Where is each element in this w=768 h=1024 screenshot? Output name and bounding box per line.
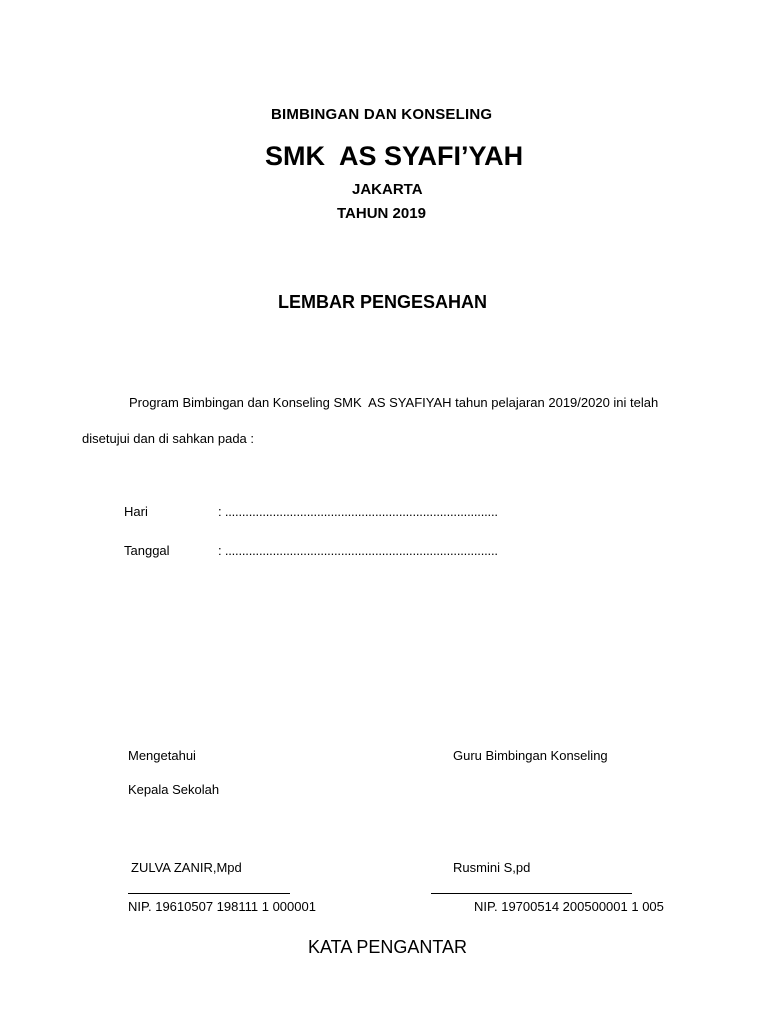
body-paragraph-line-2: disetujui dan di sahkan pada : (82, 431, 255, 446)
signature-left-line (128, 893, 290, 894)
school-name: SMK AS SYAFI’YAH (265, 141, 524, 171)
signature-right-line (431, 893, 632, 894)
signature-right-name: Rusmini S,pd (453, 860, 531, 875)
signature-left-role: Mengetahui (128, 748, 196, 763)
signature-right-nip: NIP. 19700514 200500001 1 005 (474, 899, 664, 914)
closing-heading: KATA PENGANTAR (308, 937, 468, 957)
signature-left-position: Kepala Sekolah (128, 782, 220, 797)
field-value-hari: : ................................................................................ (218, 504, 498, 519)
signature-right-role: Guru Bimbingan Konseling (453, 748, 608, 763)
document-title: LEMBAR PENGESAHAN (278, 292, 488, 312)
signature-left-nip: NIP. 19610507 198111 1 000001 (128, 899, 316, 914)
field-label-hari: Hari (124, 504, 148, 519)
signature-left-name: ZULVA ZANIR,Mpd (131, 860, 242, 875)
field-label-tanggal: Tanggal (124, 543, 170, 558)
body-paragraph-line-1: Program Bimbingan dan Konseling SMK AS SYAFIYAH tahun pelajaran 2019/2020 ini telah (129, 395, 659, 410)
header-city: JAKARTA (352, 181, 423, 198)
header-organization: BIMBINGAN DAN KONSELING (271, 106, 493, 123)
field-value-tanggal: : ................................................................................ (218, 543, 498, 558)
header-year: TAHUN 2019 (337, 205, 426, 222)
